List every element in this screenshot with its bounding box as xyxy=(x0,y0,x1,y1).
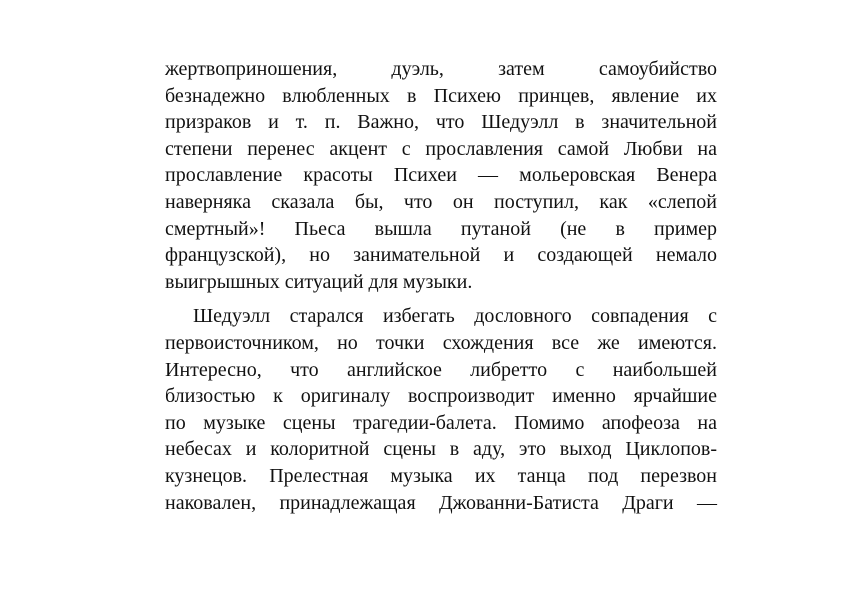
text-line: наверняка сказала бы, что он поступил, как «слепой xyxy=(165,190,717,213)
text-line: кузнецов. Прелестная музыка их танца под перезвон xyxy=(165,464,717,487)
paragraph-2 xyxy=(165,303,717,516)
text-line: Шедуэлл старался избегать дословного совпадения с xyxy=(193,305,717,328)
text-line: безнадежно влюбленных в Психею принцев, явление их xyxy=(165,84,717,107)
text-line: Интересно, что английское либретто с наибольшей xyxy=(165,358,717,381)
text-line: наковален, принадлежащая Джованни-Батиста Драги — xyxy=(165,491,717,514)
text-line: французской), но занимательной и создающей немало xyxy=(165,244,717,267)
text-line: выигрышных ситуаций для музыки. xyxy=(165,270,473,293)
text-line: прославление красоты Психеи — мольеровская Венера xyxy=(165,164,717,187)
paragraph-1 xyxy=(165,56,717,295)
text-line: небесах и колоритной сцены в аду, это выход Циклопов- xyxy=(165,438,717,461)
text-line: по музыке сцены трагедии-балета. Помимо апофеоза на xyxy=(165,411,717,434)
text-line: смертный»! Пьеса вышла путаной (не в пример xyxy=(165,217,717,240)
text-line: степени перенес акцент с прославления самой Любви на xyxy=(165,137,717,160)
body-text xyxy=(165,56,717,516)
text-line: призраков и т. п. Важно, что Шедуэлл в значительной xyxy=(165,111,717,134)
text-line: жертвоприношения, дуэль, затем самоубийство xyxy=(165,58,717,80)
text-line: близостью к оригиналу воспроизводит именно ярчайшие xyxy=(165,385,717,408)
text-line: первоисточником, но точки схождения все же имеются. xyxy=(165,331,717,354)
